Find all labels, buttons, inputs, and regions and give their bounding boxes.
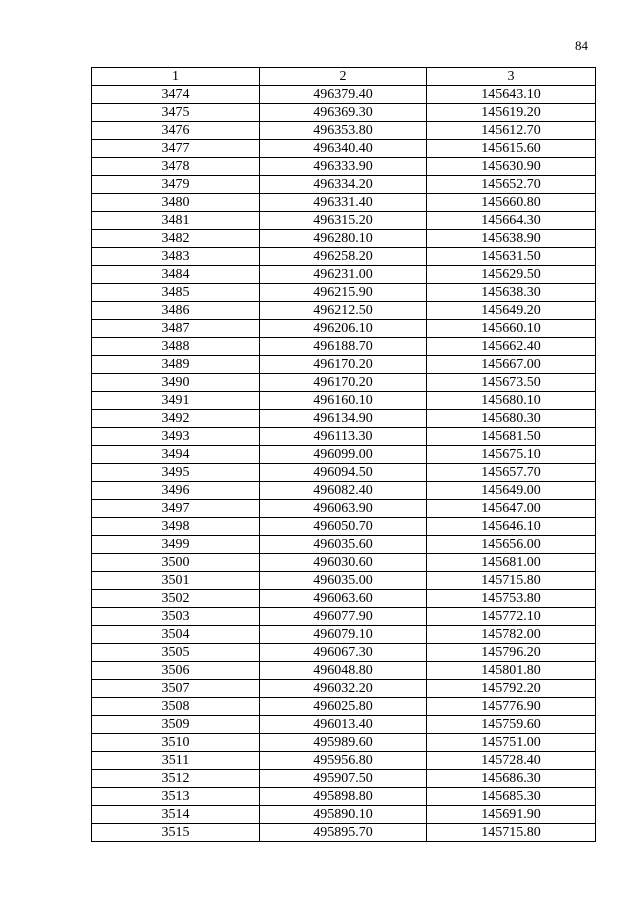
x-coordinate-cell: 495907.50 xyxy=(260,770,427,788)
y-coordinate-cell: 145759.60 xyxy=(427,716,596,734)
y-coordinate-cell: 145649.20 xyxy=(427,302,596,320)
point-number-cell: 3506 xyxy=(92,662,260,680)
table-row xyxy=(92,86,596,104)
y-coordinate-cell: 145615.60 xyxy=(427,140,596,158)
table-row xyxy=(92,680,596,698)
table-header-row xyxy=(92,68,596,86)
x-coordinate-cell: 496170.20 xyxy=(260,374,427,392)
y-coordinate-cell: 145664.30 xyxy=(427,212,596,230)
x-coordinate-cell: 496333.90 xyxy=(260,158,427,176)
x-coordinate-cell: 496079.10 xyxy=(260,626,427,644)
point-number-cell: 3499 xyxy=(92,536,260,554)
point-number-cell: 3479 xyxy=(92,176,260,194)
x-coordinate-cell: 496170.20 xyxy=(260,356,427,374)
point-number-cell: 3478 xyxy=(92,158,260,176)
x-coordinate-cell: 496340.40 xyxy=(260,140,427,158)
point-number-cell: 3486 xyxy=(92,302,260,320)
point-number-cell: 3489 xyxy=(92,356,260,374)
x-coordinate-cell: 495890.10 xyxy=(260,806,427,824)
x-coordinate-cell: 495956.80 xyxy=(260,752,427,770)
point-number-cell: 3474 xyxy=(92,86,260,104)
y-coordinate-cell: 145643.10 xyxy=(427,86,596,104)
point-number-cell: 3510 xyxy=(92,734,260,752)
table-row xyxy=(92,626,596,644)
x-coordinate-cell: 496099.00 xyxy=(260,446,427,464)
point-number-cell: 3498 xyxy=(92,518,260,536)
table-row xyxy=(92,608,596,626)
table-row xyxy=(92,464,596,482)
y-coordinate-cell: 145715.80 xyxy=(427,572,596,590)
x-coordinate-cell: 496063.90 xyxy=(260,500,427,518)
x-coordinate-cell: 496063.60 xyxy=(260,590,427,608)
y-coordinate-cell: 145656.00 xyxy=(427,536,596,554)
point-number-cell: 3502 xyxy=(92,590,260,608)
x-coordinate-cell: 495898.80 xyxy=(260,788,427,806)
table-row xyxy=(92,266,596,284)
point-number-cell: 3488 xyxy=(92,338,260,356)
table-row xyxy=(92,104,596,122)
y-coordinate-cell: 145675.10 xyxy=(427,446,596,464)
x-coordinate-cell: 496215.90 xyxy=(260,284,427,302)
table-row xyxy=(92,644,596,662)
point-number-cell: 3485 xyxy=(92,284,260,302)
x-coordinate-cell: 496067.30 xyxy=(260,644,427,662)
point-number-cell: 3515 xyxy=(92,824,260,842)
x-coordinate-cell: 496280.10 xyxy=(260,230,427,248)
point-number-cell: 3476 xyxy=(92,122,260,140)
table-row xyxy=(92,230,596,248)
table-row xyxy=(92,140,596,158)
table-row xyxy=(92,554,596,572)
point-number-cell: 3494 xyxy=(92,446,260,464)
table-row xyxy=(92,176,596,194)
point-number-cell: 3481 xyxy=(92,212,260,230)
table-row xyxy=(92,806,596,824)
point-number-cell: 3505 xyxy=(92,644,260,662)
column-header-2: 2 xyxy=(260,68,427,86)
x-coordinate-cell: 496231.00 xyxy=(260,266,427,284)
y-coordinate-cell: 145673.50 xyxy=(427,374,596,392)
table-row xyxy=(92,428,596,446)
y-coordinate-cell: 145631.50 xyxy=(427,248,596,266)
x-coordinate-cell: 496379.40 xyxy=(260,86,427,104)
y-coordinate-cell: 145685.30 xyxy=(427,788,596,806)
y-coordinate-cell: 145776.90 xyxy=(427,698,596,716)
x-coordinate-cell: 496212.50 xyxy=(260,302,427,320)
x-coordinate-cell: 496048.80 xyxy=(260,662,427,680)
y-coordinate-cell: 145652.70 xyxy=(427,176,596,194)
y-coordinate-cell: 145660.80 xyxy=(427,194,596,212)
table-row xyxy=(92,374,596,392)
point-number-cell: 3490 xyxy=(92,374,260,392)
x-coordinate-cell: 495895.70 xyxy=(260,824,427,842)
x-coordinate-cell: 496331.40 xyxy=(260,194,427,212)
x-coordinate-cell: 496188.70 xyxy=(260,338,427,356)
y-coordinate-cell: 145662.40 xyxy=(427,338,596,356)
table-row xyxy=(92,572,596,590)
y-coordinate-cell: 145667.00 xyxy=(427,356,596,374)
x-coordinate-cell: 495989.60 xyxy=(260,734,427,752)
x-coordinate-cell: 496094.50 xyxy=(260,464,427,482)
point-number-cell: 3512 xyxy=(92,770,260,788)
point-number-cell: 3475 xyxy=(92,104,260,122)
point-number-cell: 3491 xyxy=(92,392,260,410)
point-number-cell: 3477 xyxy=(92,140,260,158)
x-coordinate-cell: 496369.30 xyxy=(260,104,427,122)
x-coordinate-cell: 496077.90 xyxy=(260,608,427,626)
table-row xyxy=(92,734,596,752)
y-coordinate-cell: 145728.40 xyxy=(427,752,596,770)
point-number-cell: 3508 xyxy=(92,698,260,716)
point-number-cell: 3509 xyxy=(92,716,260,734)
point-number-cell: 3493 xyxy=(92,428,260,446)
x-coordinate-cell: 496050.70 xyxy=(260,518,427,536)
y-coordinate-cell: 145647.00 xyxy=(427,500,596,518)
y-coordinate-cell: 145792.20 xyxy=(427,680,596,698)
y-coordinate-cell: 145629.50 xyxy=(427,266,596,284)
y-coordinate-cell: 145782.00 xyxy=(427,626,596,644)
table-row xyxy=(92,212,596,230)
table-row xyxy=(92,338,596,356)
x-coordinate-cell: 496032.20 xyxy=(260,680,427,698)
coordinates-table xyxy=(91,67,596,842)
x-coordinate-cell: 496315.20 xyxy=(260,212,427,230)
y-coordinate-cell: 145619.20 xyxy=(427,104,596,122)
table-row xyxy=(92,356,596,374)
table-row xyxy=(92,716,596,734)
table-row xyxy=(92,770,596,788)
table-row xyxy=(92,158,596,176)
y-coordinate-cell: 145630.90 xyxy=(427,158,596,176)
table-row xyxy=(92,536,596,554)
table-row xyxy=(92,194,596,212)
x-coordinate-cell: 496160.10 xyxy=(260,392,427,410)
point-number-cell: 3513 xyxy=(92,788,260,806)
column-header-1: 1 xyxy=(92,68,260,86)
point-number-cell: 3495 xyxy=(92,464,260,482)
table-row xyxy=(92,248,596,266)
y-coordinate-cell: 145691.90 xyxy=(427,806,596,824)
table-row xyxy=(92,320,596,338)
point-number-cell: 3483 xyxy=(92,248,260,266)
y-coordinate-cell: 145612.70 xyxy=(427,122,596,140)
point-number-cell: 3503 xyxy=(92,608,260,626)
y-coordinate-cell: 145753.80 xyxy=(427,590,596,608)
y-coordinate-cell: 145638.30 xyxy=(427,284,596,302)
table-body xyxy=(92,86,596,842)
point-number-cell: 3480 xyxy=(92,194,260,212)
y-coordinate-cell: 145680.30 xyxy=(427,410,596,428)
table-row xyxy=(92,284,596,302)
point-number-cell: 3492 xyxy=(92,410,260,428)
y-coordinate-cell: 145715.80 xyxy=(427,824,596,842)
point-number-cell: 3487 xyxy=(92,320,260,338)
y-coordinate-cell: 145657.70 xyxy=(427,464,596,482)
y-coordinate-cell: 145646.10 xyxy=(427,518,596,536)
x-coordinate-cell: 496013.40 xyxy=(260,716,427,734)
table-row xyxy=(92,662,596,680)
point-number-cell: 3507 xyxy=(92,680,260,698)
x-coordinate-cell: 496025.80 xyxy=(260,698,427,716)
y-coordinate-cell: 145686.30 xyxy=(427,770,596,788)
y-coordinate-cell: 145801.80 xyxy=(427,662,596,680)
page-number: 84 xyxy=(575,38,588,53)
table-row xyxy=(92,410,596,428)
table-row xyxy=(92,590,596,608)
x-coordinate-cell: 496206.10 xyxy=(260,320,427,338)
y-coordinate-cell: 145681.00 xyxy=(427,554,596,572)
table-header xyxy=(92,68,596,86)
table-row xyxy=(92,302,596,320)
y-coordinate-cell: 145772.10 xyxy=(427,608,596,626)
y-coordinate-cell: 145649.00 xyxy=(427,482,596,500)
y-coordinate-cell: 145751.00 xyxy=(427,734,596,752)
y-coordinate-cell: 145681.50 xyxy=(427,428,596,446)
y-coordinate-cell: 145796.20 xyxy=(427,644,596,662)
x-coordinate-cell: 496113.30 xyxy=(260,428,427,446)
table-row xyxy=(92,824,596,842)
x-coordinate-cell: 496334.20 xyxy=(260,176,427,194)
table-row xyxy=(92,482,596,500)
y-coordinate-cell: 145680.10 xyxy=(427,392,596,410)
table-row xyxy=(92,698,596,716)
point-number-cell: 3511 xyxy=(92,752,260,770)
column-header-3: 3 xyxy=(427,68,596,86)
point-number-cell: 3496 xyxy=(92,482,260,500)
table-row xyxy=(92,518,596,536)
point-number-cell: 3500 xyxy=(92,554,260,572)
point-number-cell: 3497 xyxy=(92,500,260,518)
table-row xyxy=(92,500,596,518)
point-number-cell: 3501 xyxy=(92,572,260,590)
x-coordinate-cell: 496035.60 xyxy=(260,536,427,554)
point-number-cell: 3504 xyxy=(92,626,260,644)
table-row xyxy=(92,788,596,806)
x-coordinate-cell: 496134.90 xyxy=(260,410,427,428)
x-coordinate-cell: 496353.80 xyxy=(260,122,427,140)
x-coordinate-cell: 496258.20 xyxy=(260,248,427,266)
table-row xyxy=(92,392,596,410)
x-coordinate-cell: 496035.00 xyxy=(260,572,427,590)
x-coordinate-cell: 496030.60 xyxy=(260,554,427,572)
table-row xyxy=(92,446,596,464)
table-row xyxy=(92,122,596,140)
point-number-cell: 3482 xyxy=(92,230,260,248)
y-coordinate-cell: 145638.90 xyxy=(427,230,596,248)
point-number-cell: 3484 xyxy=(92,266,260,284)
table-row xyxy=(92,752,596,770)
y-coordinate-cell: 145660.10 xyxy=(427,320,596,338)
x-coordinate-cell: 496082.40 xyxy=(260,482,427,500)
point-number-cell: 3514 xyxy=(92,806,260,824)
